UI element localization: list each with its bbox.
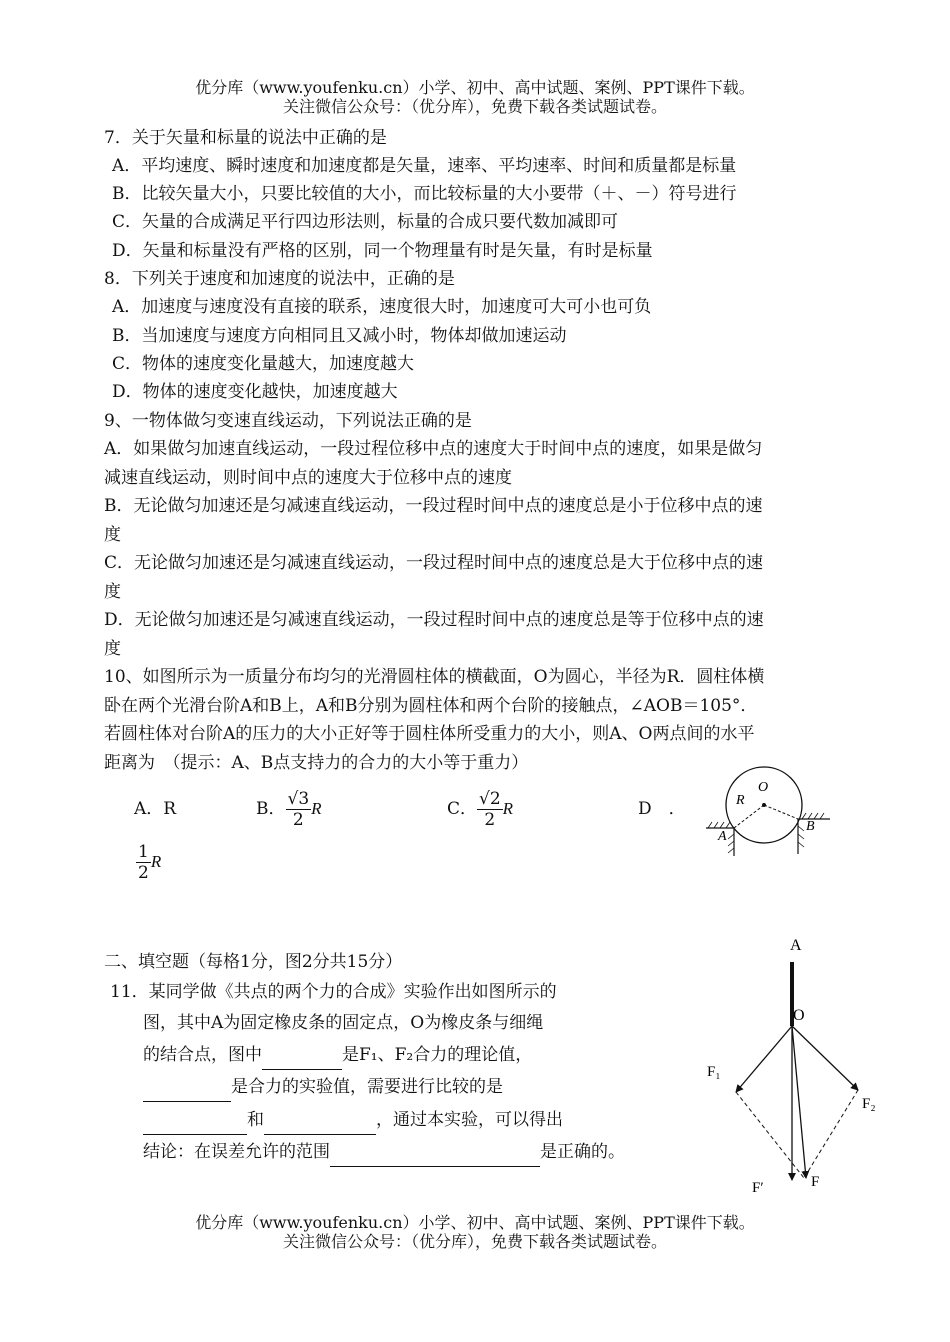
q10-option-d-fraction <box>136 842 151 883</box>
q8-option-d: D．物体的速度变化越快，加速度越大 <box>112 382 398 402</box>
q9-option-d-line2: 度 <box>104 639 121 659</box>
q9-option-b-line2: 度 <box>104 525 121 545</box>
q9-option-c-line2: 度 <box>104 582 121 602</box>
q8-stem: 8．下列关于速度和加速度的说法中，正确的是 <box>104 269 455 289</box>
q10-option-b-numerator: √3 <box>287 789 310 809</box>
q10-stem-line4: 距离为 （提示：A、B点支持力的合力的大小等于重力） <box>104 753 529 773</box>
dashed-side-2 <box>804 1090 858 1178</box>
q11-line2: 图，其中A为固定橡皮条的固定点，O为橡皮条与细绳 <box>143 1013 544 1033</box>
vector-f1 <box>736 1026 792 1092</box>
footer-line-1: 优分库（www.youfenku.cn）小学、初中、高中试题、案例、PPT课件下载。 <box>195 1213 755 1232</box>
q8-option-a: A．加速度与速度没有直接的联系，速度很大时，加速度可大可小也可负 <box>112 297 652 317</box>
q7-option-b: B．比较矢量大小，只要比较值的大小，而比较标量的大小要带（＋、－）符号进行 <box>112 184 737 204</box>
q10-option-c-fraction <box>477 789 503 830</box>
q10-option-b-r: R <box>311 799 322 818</box>
q9-option-a-line2: 减速直线运动，则时间中点的速度大于位移中点的速度 <box>104 468 512 488</box>
q10-option-c-r: R <box>502 799 514 818</box>
q10-option-a: A．R <box>134 799 177 819</box>
q11-line6-post: 是正确的。 <box>540 1142 625 1162</box>
q10-option-d-value <box>136 836 161 888</box>
q10-option-c <box>447 783 513 835</box>
radius-ob <box>764 805 798 819</box>
q11-blank-experiment[interactable] <box>143 1073 231 1102</box>
label-a: A <box>790 937 802 954</box>
label-f: F <box>811 1174 820 1190</box>
q8-option-c: C．物体的速度变化量越大，加速度越大 <box>112 354 415 374</box>
q10-option-d-numerator: 1 <box>138 842 149 862</box>
label-o: O <box>758 780 769 795</box>
section-2-title: 二、填空题（每格1分，图2分共15分） <box>104 952 403 972</box>
q9-option-c-line1: C．无论做匀加速还是匀减速直线运动，一段过程时间中点的速度总是大于位移中点的速 <box>104 553 764 573</box>
label-f1: F₁ <box>707 1064 721 1080</box>
label-b: B <box>806 819 815 834</box>
label-f-prime: F′ <box>752 1180 764 1196</box>
q7-option-a: A．平均速度、瞬时速度和加速度都是矢量，速率、平均速率、时间和质量都是标量 <box>112 156 737 176</box>
q10-cylinder-figure <box>698 764 838 860</box>
q7-option-c: C．矢量的合成满足平行四边形法则，标量的合成只要代数加减即可 <box>112 212 619 232</box>
q11-blank-conclusion[interactable] <box>330 1138 540 1167</box>
q11-line1: 11．某同学做《共点的两个力的合成》实验作出如图所示的 <box>110 982 557 1002</box>
q10-option-b-letter: B． <box>256 799 286 819</box>
q7-stem: 7．关于矢量和标量的说法中正确的是 <box>104 128 387 148</box>
q11-blank-compare-2[interactable] <box>264 1106 376 1135</box>
q11-line6-pre: 结论：在误差允许的范围 <box>143 1142 330 1162</box>
q10-option-d-denominator: 2 <box>138 863 149 883</box>
label-a: A <box>718 829 727 844</box>
vector-f <box>792 1026 806 1178</box>
footer-line-2: 关注微信公众号：（优分库），免费下载各类试题试卷。 <box>282 1232 667 1251</box>
label-f2: F₂ <box>862 1096 876 1112</box>
label-r: R <box>736 793 745 808</box>
q7-option-d: D．矢量和标量没有严格的区别，同一个物理量有时是矢量，有时是标量 <box>112 241 653 261</box>
q11-blank-compare-1[interactable] <box>143 1106 247 1135</box>
q10-option-b <box>256 783 322 835</box>
q11-force-figure <box>690 930 890 1200</box>
q11-line4-post: 是合力的实验值，需要进行比较的是 <box>231 1077 503 1097</box>
q10-option-c-letter: C． <box>447 799 478 819</box>
q11-line5-mid: 和 <box>247 1110 264 1130</box>
label-o: O <box>793 1007 805 1024</box>
q10-stem-line3: 若圆柱体对台阶A的压力的大小正好等于圆柱体所受重力的大小，则A、O两点间的水平 <box>104 724 755 744</box>
q11-blank-theory[interactable] <box>262 1041 342 1070</box>
dashed-side-1 <box>736 1092 804 1178</box>
q10-stem-line2: 卧在两个光滑台阶A和B上，A和B分别为圆柱体和两个台阶的接触点，∠AOB＝105°． <box>104 696 758 716</box>
q10-option-b-fraction <box>286 789 312 830</box>
q9-option-d-line1: D．无论做匀加速还是匀减速直线运动，一段过程时间中点的速度总是等于位移中点的速 <box>104 610 764 630</box>
header-line-1: 优分库（www.youfenku.cn）小学、初中、高中试题、案例、PPT课件下载。 <box>195 78 755 97</box>
q9-option-b-line1: B．无论做匀加速还是匀减速直线运动，一段过程时间中点的速度总是小于位移中点的速 <box>104 496 763 516</box>
header-line-2: 关注微信公众号：（优分库），免费下载各类试题试卷。 <box>282 97 667 116</box>
q9-option-a-line1: A．如果做匀加速直线运动，一段过程位移中点的速度大于时间中点的速度，如果是做匀 <box>104 439 763 459</box>
q11-line3-post: 是F₁、F₂合力的理论值， <box>342 1045 533 1065</box>
q10-option-c-denominator: 2 <box>484 810 496 830</box>
q8-option-b: B．当加速度与速度方向相同且又减小时，物体却做加速运动 <box>112 326 567 346</box>
q10-option-c-numerator: √2 <box>479 789 501 809</box>
q11-line3-pre: 的结合点，图中 <box>143 1045 262 1065</box>
q9-stem: 9、一物体做匀变速直线运动，下列说法正确的是 <box>104 411 472 431</box>
q10-option-d-letter: D ． <box>638 799 686 819</box>
q10-option-d-r: R <box>150 852 162 871</box>
q10-option-b-denominator: 2 <box>292 810 304 830</box>
vector-f2 <box>792 1026 858 1090</box>
q10-stem-line1: 10、如图所示为一质量分布均匀的光滑圆柱体的横截面，O为圆心，半径为R．圆柱体横 <box>104 667 765 687</box>
q11-line5-post: ，通过本实验，可以得出 <box>376 1110 563 1130</box>
radius-oa <box>734 805 764 828</box>
